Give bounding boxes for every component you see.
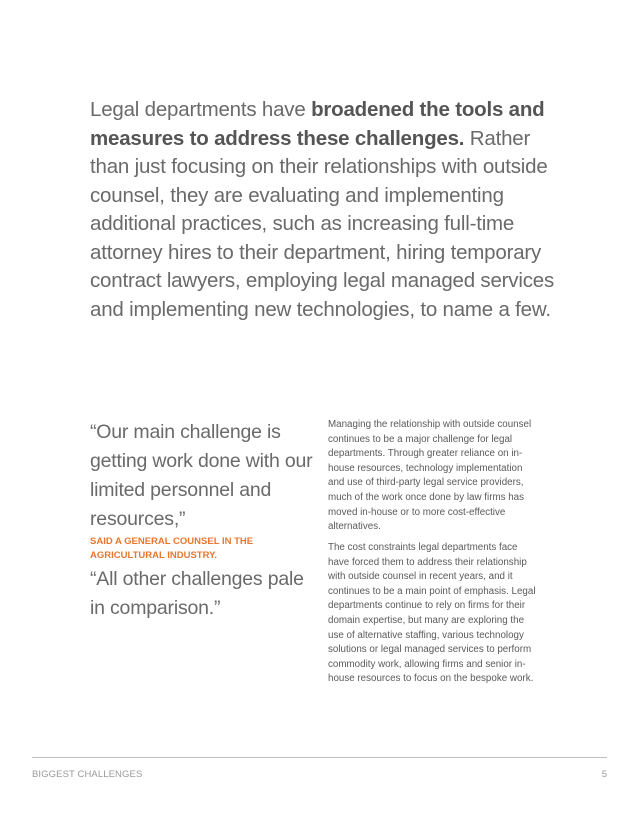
lead-intro: Legal departments have [90, 98, 312, 121]
lead-paragraph [90, 96, 560, 324]
footer-divider [32, 757, 607, 758]
lead-rest: Rather than just focusing on their relationships with outside counsel, they are evaluating and implementing additional practices, such as increasing full-time attorney hires to their department, hiring temporary contract lawyers, employing legal managed services and implementing new technologies, to name a few. [90, 126, 555, 321]
quote-attribution: SAID A GENERAL COUNSEL IN THE AGRICULTURAL INDUSTRY. [90, 536, 254, 561]
lead-emphasis: broadened the tools and measures to address these challenges. [90, 98, 545, 150]
body-column-top [328, 418, 540, 535]
page-number: 5 [601, 769, 607, 780]
footer-section-label: BIGGEST CHALLENGES [32, 769, 143, 780]
pull-quote-second: “All other challenges pale in comparison.” [90, 568, 304, 619]
body-paragraph-2: The cost constraints legal departments face have forced them to address their relationship with outside counsel in recent years, and it continues to be a main point of emphasis. Legal departments continue to rely on firms for their domain expertise, but many are exploring the use of alternative staffing, various technology solutions or legal managed services to perform commodity work, allowing firms and senior in-house resources to focus on the bespoke work. [328, 542, 536, 685]
pull-quote-first: “Our main challenge is getting work done with our limited personnel and resources,” [90, 421, 313, 530]
body-paragraph-1: Managing the relationship with outside counsel continues to be a major challenge for legal departments. Through greater reliance on in-house resources, technology implementation and use of third-party legal service providers, much of the work once done by law firms has moved in-house or to more cost-effective alternatives. [328, 419, 532, 533]
body-column-bottom [328, 541, 540, 687]
